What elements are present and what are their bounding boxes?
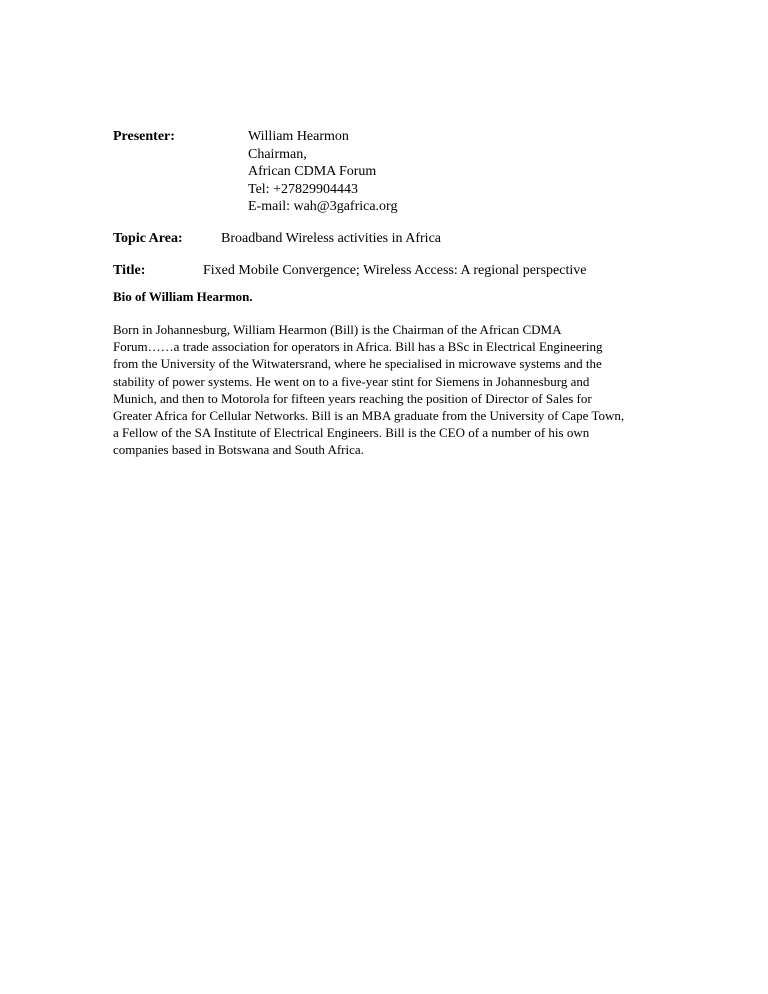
bio-line: companies based in Botswana and South Africa. — [113, 442, 364, 458]
topic-area-label: Topic Area: — [113, 231, 183, 246]
presenter-name: William Hearmon — [248, 129, 349, 144]
presenter-email: E-mail: wah@3gafrica.org — [248, 199, 398, 214]
bio-line: a Fellow of the SA Institute of Electrical Engineers. Bill is the CEO of a number of his own — [113, 425, 590, 441]
bio-heading: Bio of William Hearmon. — [113, 289, 253, 304]
presenter-label: Presenter: — [113, 129, 175, 144]
topic-area-value: Broadband Wireless activities in Africa — [221, 231, 442, 246]
title-value: Fixed Mobile Convergence; Wireless Access: A regional perspective — [203, 263, 587, 278]
bio-line: from the University of the Witwatersrand, where he specialised in microwave systems and the — [113, 356, 602, 372]
presenter-organization: African CDMA Forum — [248, 164, 377, 179]
title-label: Title: — [113, 263, 146, 278]
presenter-role: Chairman, — [248, 146, 307, 162]
bio-line: Born in Johannesburg, William Hearmon (Bill) is the Chairman of the African CDMA — [113, 322, 562, 337]
bio-line: Munich, and then to Motorola for fifteen years reaching the position of Director of Sales for — [113, 390, 592, 406]
presenter-phone: Tel: +27829904443 — [248, 181, 358, 197]
bio-paragraph — [113, 321, 668, 459]
presenter-details — [248, 128, 397, 216]
bio-line: Greater Africa for Cellular Networks. Bill is an MBA graduate from the University of Cape Town, — [113, 408, 625, 424]
bio-line: stability of power systems. He went on to a five-year stint for Siemens in Johannesburg and — [113, 373, 590, 389]
bio-line: Forum……a trade association for operators in Africa. Bill has a BSc in Electrical Engineering — [113, 339, 603, 355]
